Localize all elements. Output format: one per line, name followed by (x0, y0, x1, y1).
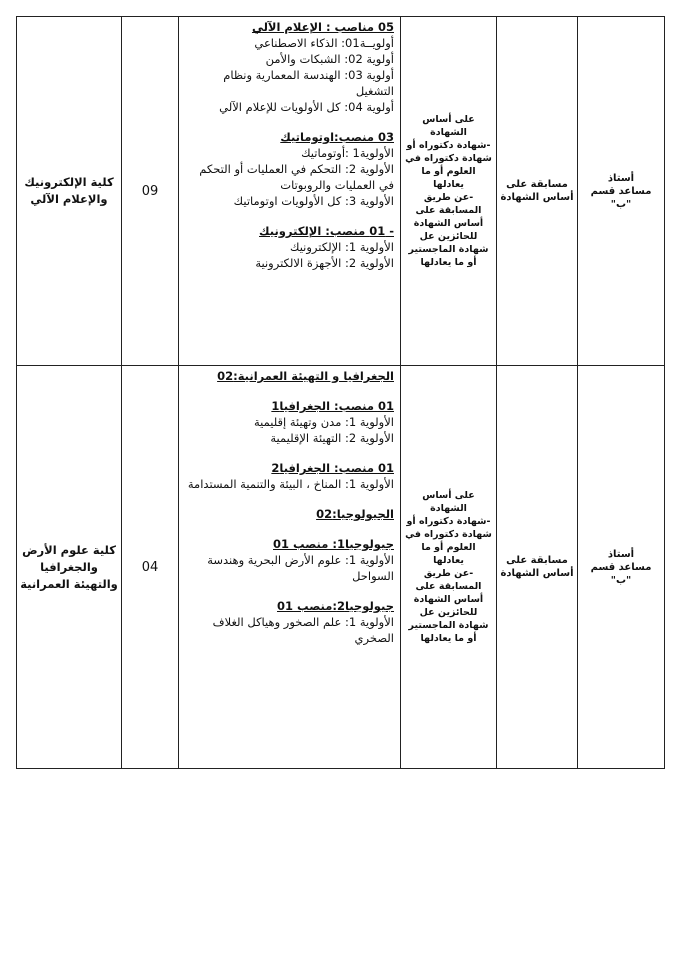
condition-line: أساس الشهادة (413, 594, 484, 605)
specialty-heading: الجيولوجيا:02 (316, 507, 394, 521)
mode-line: أساس الشهادة (500, 192, 574, 203)
condition-line: العلوم أو ما (421, 166, 476, 177)
condition-line: أساس الشهادة (413, 218, 484, 229)
grade-line: أستاذ (607, 172, 635, 184)
recruitment-mode (497, 366, 578, 769)
condition-line: المسابقة على (415, 205, 482, 216)
grade-line: "ب" (610, 198, 632, 210)
faculty-name: كلية علوم الأرض والجغرافيا والتهيئة العمرانية (17, 366, 122, 769)
condition-line: على أساس (422, 114, 475, 125)
condition-line: شهادة الماجستير (408, 244, 489, 255)
priority-line: الأولوية 2: الأجهزة الالكترونية (255, 256, 394, 270)
specialty-block (185, 598, 394, 646)
priority-line: الأولوية 1: علم الصخور وهياكل الغلاف الصخري (212, 615, 394, 645)
specialty-block (185, 460, 394, 492)
condition-line: للحائزين عل (419, 607, 478, 618)
grade-line: مساعد قسم (590, 561, 652, 573)
condition-line: على أساس (422, 490, 475, 501)
condition-line: -عن طريق (423, 568, 474, 579)
specialty-heading: 01 منصب: الجغرافيا1 (271, 399, 394, 413)
priority-line: الأولوية 1: علوم الأرض البحرية وهندسة السواحل (207, 553, 394, 583)
recruitment-mode (497, 17, 578, 366)
grade-line: "ب" (610, 574, 632, 586)
positions-count: 04 (122, 366, 179, 769)
recruitment-table (16, 16, 665, 769)
condition-line: -شهادة دكتوراه أو (406, 516, 491, 527)
condition-line: يعادلها (433, 555, 464, 566)
priority-line: أولوية 03: الهندسة المعمارية ونظام التشغيل (223, 68, 394, 98)
specialties-cell (179, 17, 401, 366)
priority-line: أولوية 04: كل الأولويات للإعلام الآلي (219, 100, 394, 114)
specialty-block (185, 368, 394, 384)
condition-line: العلوم أو ما (421, 542, 476, 553)
mode-line: أساس الشهادة (500, 568, 574, 579)
priority-line: أولوية 02: الشبكات والأمن (265, 52, 394, 66)
specialty-heading: جيولوجيا1: منصب 01 (273, 537, 394, 551)
mode-line: مسابقة على (506, 179, 568, 190)
priority-line: الأولوية 1: مدن وتهيئة إقليمية (253, 415, 394, 429)
condition-line: أو ما يعادلها (420, 257, 477, 268)
priority-line: الأولوية 2: التحكم في العمليات أو التحكم في العمليات والروبوتات (199, 162, 394, 192)
specialty-block (185, 223, 394, 271)
priority-line: أولويــة01: الذكاء الاصطناعي (254, 36, 394, 50)
condition-line: الشهادة (430, 127, 467, 138)
grade-line: أستاذ (607, 548, 635, 560)
specialty-block (185, 506, 394, 522)
specialty-heading: الجغرافيا و التهيئة العمرانية:02 (217, 369, 394, 383)
specialties-cell (179, 366, 401, 769)
condition-line: شهادة الماجستير (408, 620, 489, 631)
condition-line: الشهادة (430, 503, 467, 514)
condition-line: أو ما يعادلها (420, 633, 477, 644)
grade-cell (578, 17, 665, 366)
specialty-block (185, 536, 394, 584)
priority-line: الأولوية 1: المناخ ، البيئة والتنمية المستدامة (187, 477, 394, 491)
faculty-name: كلية الإلكترونيك والإعلام الآلي (17, 17, 122, 366)
condition-line: للحائزين عل (419, 231, 478, 242)
specialty-block (185, 19, 394, 115)
specialty-block (185, 398, 394, 446)
specialty-heading: جيولوجيا2:منصب 01 (277, 599, 394, 613)
condition-line: شهادة دكتوراه في (405, 529, 492, 540)
condition-line: المسابقة على (415, 581, 482, 592)
condition-line: شهادة دكتوراه في (405, 153, 492, 164)
specialty-heading: 05 مناصب : الإعلام الآلي (251, 20, 394, 34)
condition-line: -عن طريق (423, 192, 474, 203)
specialty-heading: 03 منصب:اوتوماتيك (280, 130, 394, 144)
priority-line: الأولوية 2: التهيئة الإقليمية (270, 431, 394, 445)
priority-line: الأولوية1 :أوتوماتيك (301, 146, 394, 160)
condition-line: -شهادة دكتوراه أو (406, 140, 491, 151)
specialty-heading: - 01 منصب: الإلكترونيك (259, 224, 394, 238)
grade-cell (578, 366, 665, 769)
mode-line: مسابقة على (506, 555, 568, 566)
positions-count: 09 (122, 17, 179, 366)
priority-line: الأولوية 1: الإلكترونيك (290, 240, 394, 254)
priority-line: الأولوية 3: كل الأولويات اوتوماتيك (233, 194, 394, 208)
table-row (17, 17, 665, 366)
specialty-heading: 01 منصب: الجغرافيا2 (271, 461, 394, 475)
grade-line: مساعد قسم (590, 185, 652, 197)
condition-line: يعادلها (433, 179, 464, 190)
table-row (17, 366, 665, 769)
conditions-cell (401, 17, 497, 366)
specialty-block (185, 129, 394, 209)
conditions-cell (401, 366, 497, 769)
